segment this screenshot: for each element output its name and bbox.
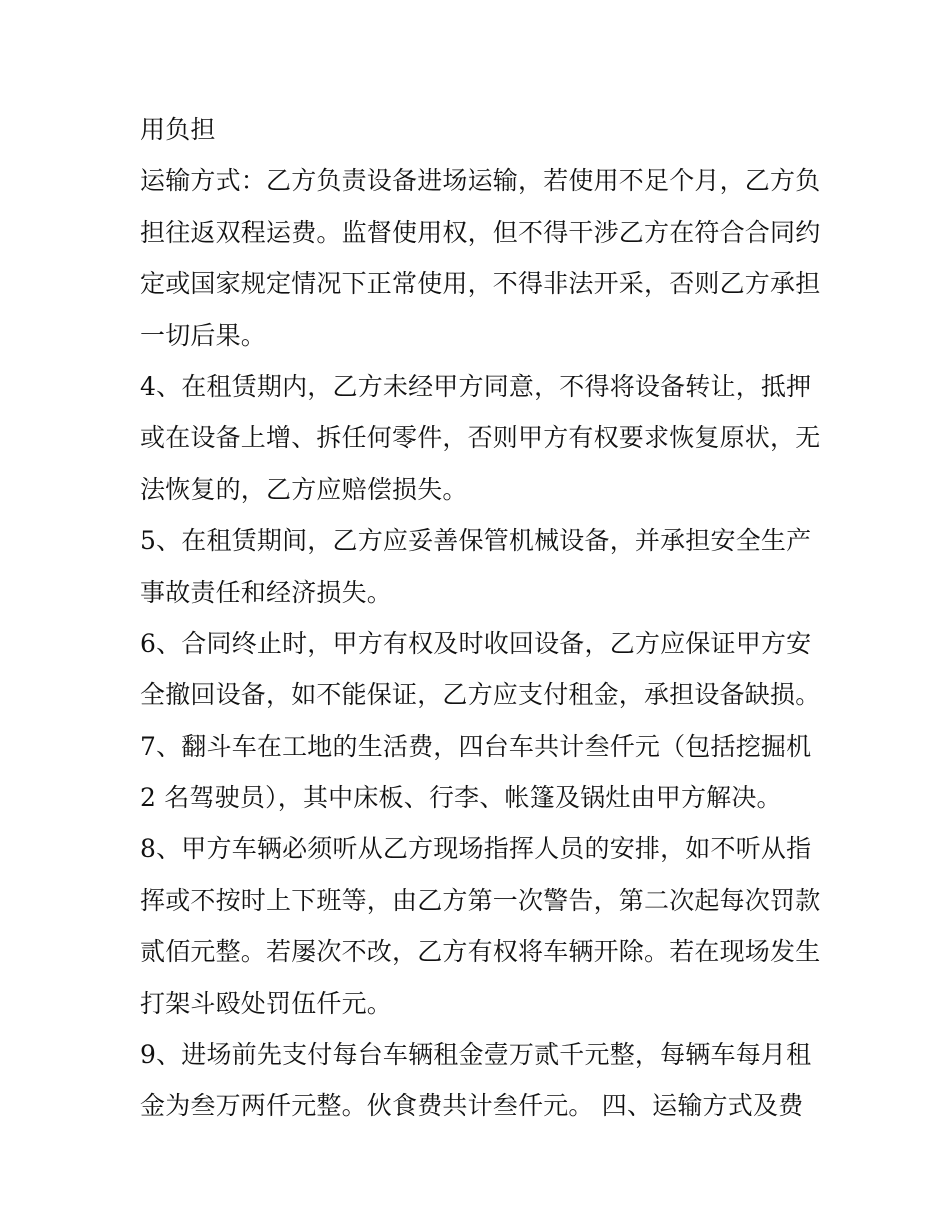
- text-line: 全撤回设备，如不能保证，乙方应支付租金，承担设备缺损。: [140, 680, 821, 710]
- clause-5-line: 5、在租赁期间，乙方应妥善保管机械设备，并承担安全生产: [140, 526, 812, 556]
- text-line: 金为叁万两仟元整。伙食费共计叁仟元。 四、运输方式及费: [140, 1091, 804, 1121]
- text-line: 或在设备上增、拆任何零件，否则甲方有权要求恢复原状，无: [140, 423, 821, 453]
- text-line: 定或国家规定情况下正常使用，不得非法开采，否则乙方承担: [140, 269, 821, 299]
- clause-9-line: 9、进场前先支付每台车辆租金壹万贰千元整，每辆车每月租: [140, 1040, 812, 1070]
- clause-8-line: 8、甲方车辆必须听从乙方现场指挥人员的安排，如不听从指: [140, 834, 812, 864]
- text-line: 打架斗殴处罚伍仟元。: [140, 988, 393, 1018]
- text-line: 运输方式：乙方负责设备进场运输，若使用不足个月，乙方负: [140, 166, 821, 196]
- text-line: 2 名驾驶员），其中床板、行李、帐篷及锅灶由甲方解决。: [140, 783, 782, 813]
- clause-4-line: 4、在租赁期内，乙方未经甲方同意，不得将设备转让，抵押: [140, 371, 812, 401]
- clause-6-line: 6、合同终止时，甲方有权及时收回设备，乙方应保证甲方安: [140, 628, 812, 658]
- text-line: 法恢复的，乙方应赔偿损失。: [140, 474, 468, 504]
- text-line: 事故责任和经济损失。: [140, 577, 393, 607]
- text-line: 用负担: [140, 115, 216, 144]
- text-line: 一切后果。: [140, 320, 267, 350]
- clause-7-line: 7、翻斗车在工地的生活费，四台车共计叁仟元（包括挖掘机: [140, 731, 812, 761]
- text-line: 担往返双程运费。监督使用权，但不得干涉乙方在符合合同约: [140, 217, 821, 247]
- contract-text: [140, 108, 830, 1136]
- text-line: 贰佰元整。若屡次不改，乙方有权将车辆开除。若在现场发生: [140, 937, 821, 967]
- text-line: 挥或不按时上下班等，由乙方第一次警告，第二次起每次罚款: [140, 885, 821, 915]
